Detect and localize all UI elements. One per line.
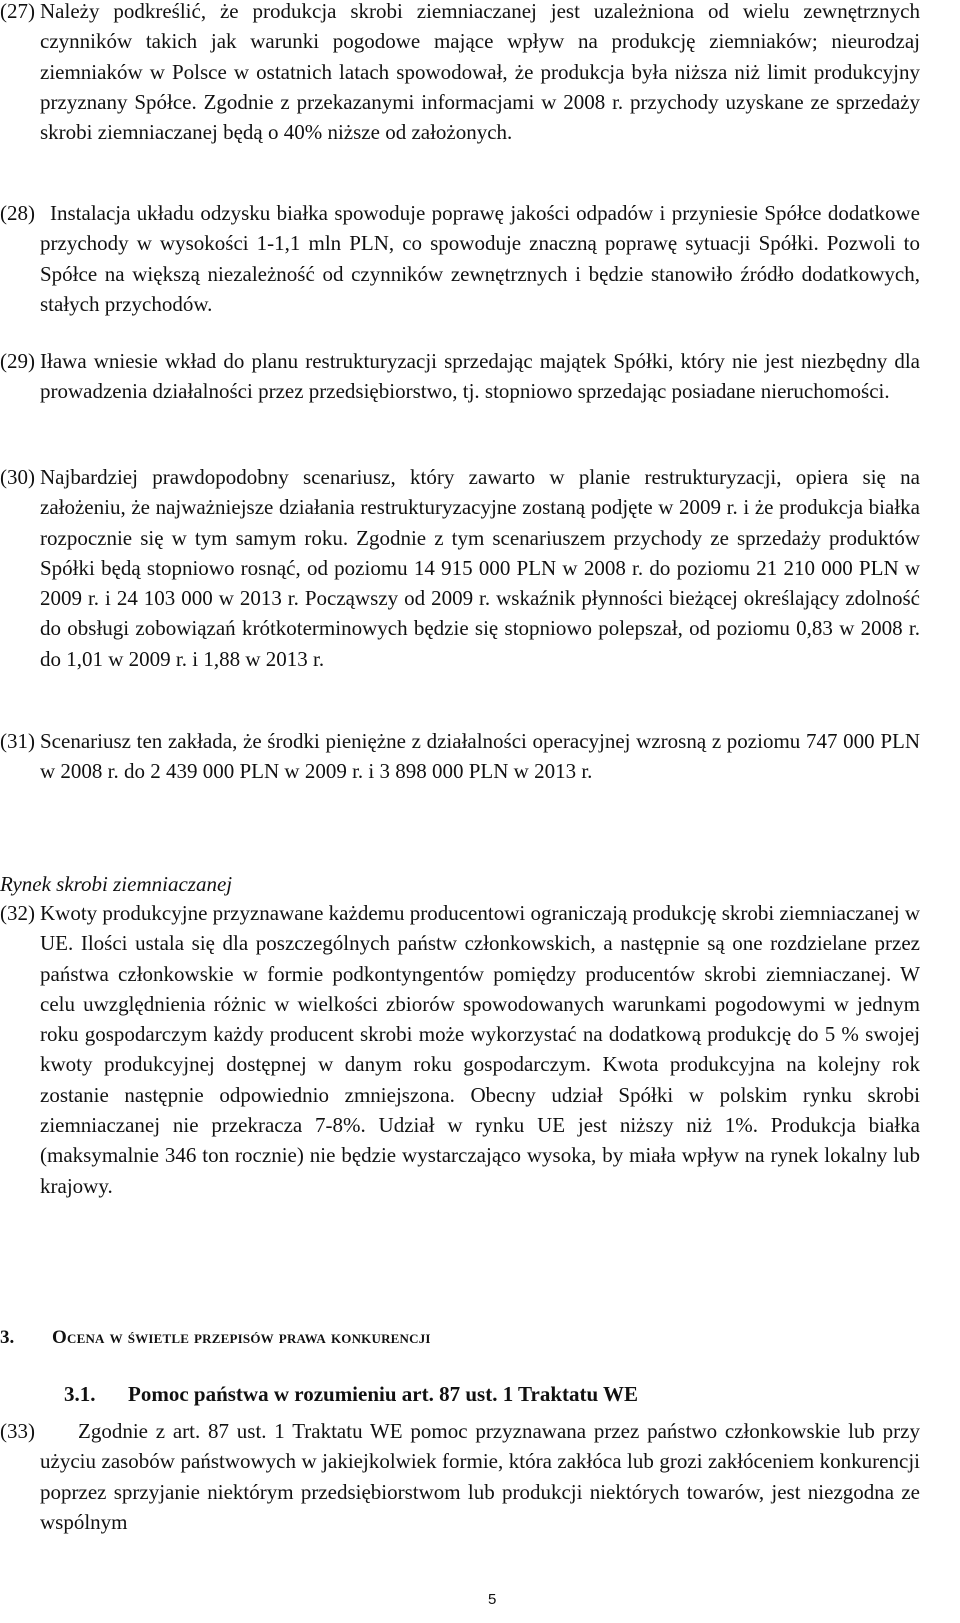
subsection-number: 3.1. (64, 1382, 96, 1406)
paragraph-number: (27) (0, 0, 35, 23)
paragraph-text: Scenariusz ten zakłada, że środki pieniężne z działalności operacyjnej wzrosną z poziomu 747 000 PLN w 2008 r. do 2 439 000 PLN w 2009 r. i 3 898 000 PLN w 2013 r. (40, 729, 920, 784)
paragraph-number: (32) (0, 901, 35, 925)
page-number: 5 (488, 1591, 497, 1608)
section-heading (0, 1327, 431, 1349)
paragraph-number: (33) (0, 1419, 35, 1443)
paragraph-number: (30) (0, 465, 35, 489)
paragraph-text: Iława wniesie wkład do planu restrukturyzacji sprzedając majątek Spółki, który nie jest niezbędny dla prowadzenia działalności przez przedsiębiorstwo, tj. stopniowo sprzedając posiadane nieruchomości. (40, 349, 920, 404)
subsection-title: Pomoc państwa w rozumieniu art. 87 ust. 1 Traktatu WE (128, 1382, 639, 1406)
section-number: 3. (0, 1327, 15, 1348)
paragraph-31 (0, 726, 920, 787)
section-title: Ocena w świetle przepisów prawa konkurencji (52, 1327, 431, 1348)
paragraph-text: Należy podkreślić, że produkcja skrobi ziemniaczanej jest uzależniona od wielu zewnętrznych czynników takich jak warunki pogodowe mające wpływ na produkcję ziemniaków; nieurodzaj ziemniaków w Polsce w ostatnich latach spowodował, że produkcja była niższa niż limit produkcyjny przyznany Spółce. Zgodnie z przekazanymi informacjami w 2008 r. przychody uzyskane ze sprzedaży skrobi ziemniaczanej będą o 40% niższe od założonych. (40, 0, 920, 145)
paragraph-number: (28) (0, 201, 35, 225)
subsection-heading (64, 1382, 638, 1407)
paragraph-text: Zgodnie z art. 87 ust. 1 Traktatu WE pomoc przyznawana przez państwo członkowskie lub przy użyciu zasobów państwowych w jakiejkolwiek formie, która zakłóca lub grozi zakłóceniem konkurencji poprzez sprzyjanie niektórym przedsiębiorstwom lub produkcji niektórych towarów, jest niezgodna ze wspólnym (40, 1419, 920, 1534)
paragraph-28 (0, 198, 920, 319)
paragraph-32 (0, 898, 920, 1201)
paragraph-number: (29) (0, 349, 35, 373)
paragraph-33 (0, 1416, 920, 1537)
paragraph-30 (0, 462, 920, 674)
section-subheading: Rynek skrobi ziemniaczanej (0, 872, 233, 896)
paragraph-text: Najbardziej prawdopodobny scenariusz, który zawarto w planie restrukturyzacji, opiera się na założeniu, że najważniejsze działania restrukturyzacyjne zostaną podjęte w 2009 r. i że produkcja białka rozpocznie się w tym samym roku. Zgodnie z tym scenariuszem przychody ze sprzedaży produktów Spółki będą stopniowo rosnąć, od poziomu 14 915 000 PLN w 2008 r. do poziomu 21 210 000 PLN w 2009 r. i 24 103 000 w 2013 r. Począwszy od 2009 r. wskaźnik płynności bieżącej określający zdolność do obsługi zobowiązań krótkoterminowych będzie się stopniowo polepszał, od poziomu 0,83 w 2008 r. do 1,01 w 2009 r. i 1,88 w 2013 r. (40, 465, 920, 671)
paragraph-text: Kwoty produkcyjne przyznawane każdemu producentowi ograniczają produkcję skrobi ziemniaczanej w UE. Ilości ustala się dla poszczególnych państw członkowskich, a następnie są one rozdzielane przez państwa członkowskie w formie podkontyngentów pomiędzy producentów skrobi ziemniaczanej. W celu uwzględnienia różnic w wielkości zbiorów spowodowanych warunkami pogodowymi w jednym roku gospodarczym każdy producent skrobi może wykorzystać na dodatkową produkcję do 5 % swojej kwoty produkcyjnej dostępnej w danym roku gospodarczym. Kwota produkcyjna na kolejny rok zostanie następnie odpowiednio zmniejszona. Obecny udział Spółki w polskim rynku skrobi ziemniaczanej nie przekracza 7-8%. Udział w rynku UE jest niższy niż 1%. Produkcja białka (maksymalnie 346 ton rocznie) nie będzie wystarczająco wysoka, by miała wpływ na rynek lokalny lub krajowy. (40, 901, 920, 1198)
paragraph-number: (31) (0, 729, 35, 753)
paragraph-27 (0, 0, 920, 147)
paragraph-29 (0, 346, 920, 407)
paragraph-text: Instalacja układu odzysku białka spowoduje poprawę jakości odpadów i przyniesie Spółce dodatkowe przychody w wysokości 1-1,1 mln PLN, co spowoduje znaczną poprawę sytuacji Spółki. Pozwoli to Spółce na większą niezależność od czynników zewnętrznych i będzie stanowiło źródło dodatkowych, stałych przychodów. (40, 201, 920, 316)
